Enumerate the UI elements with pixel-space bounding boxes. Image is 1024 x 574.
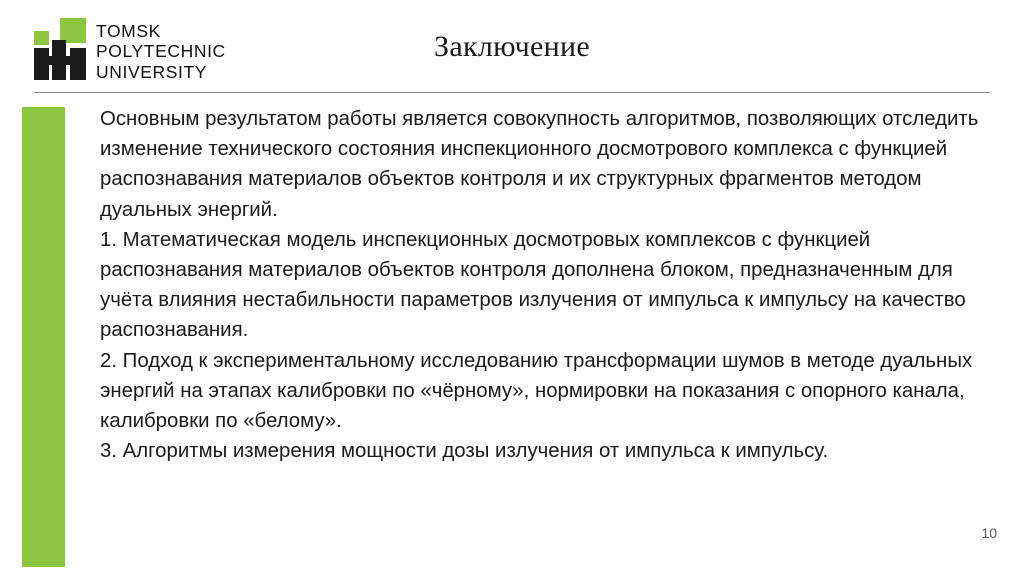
paragraph-item-2: 2. Подход к экспериментальному исследованию трансформации шумов в методе дуальных энергий на этапах калибровки по «чёрному», нормировки на показания с опорного канала, калибровки по «белому». [100, 349, 973, 433]
logo-line-3: UNIVERSITY [96, 61, 208, 82]
paragraph-item-1: 1. Математическая модель инспекционных досмотровых комплексов с функцией распознавания материалов объектов контроля дополнена блоком, предназначенным для учёта влияния нестабильности параметров излучения от импульса к импульсу на качество распознавания. [100, 228, 966, 342]
logo-line-2: POLYTECHNIC [96, 41, 226, 62]
paragraph-item-3: 3. Алгоритмы измерения мощности дозы излучения от импульса к импульсу. [100, 440, 829, 463]
accent-bar [22, 107, 65, 567]
page-title: Заключение [434, 30, 590, 63]
page-number: 10 [981, 525, 997, 541]
paragraph-summary: Основным результатом работы является совокупность алгоритмов, позволяющих отследить изменение технического состояния инспекционного досмотрового комплекса с функцией распознавания материалов объектов контроля и их структурных фрагментов методом дуальных энергий. [100, 108, 979, 221]
title-divider [34, 92, 990, 93]
slide-body [100, 104, 980, 466]
logo-line-1: TOMSK [96, 21, 161, 41]
